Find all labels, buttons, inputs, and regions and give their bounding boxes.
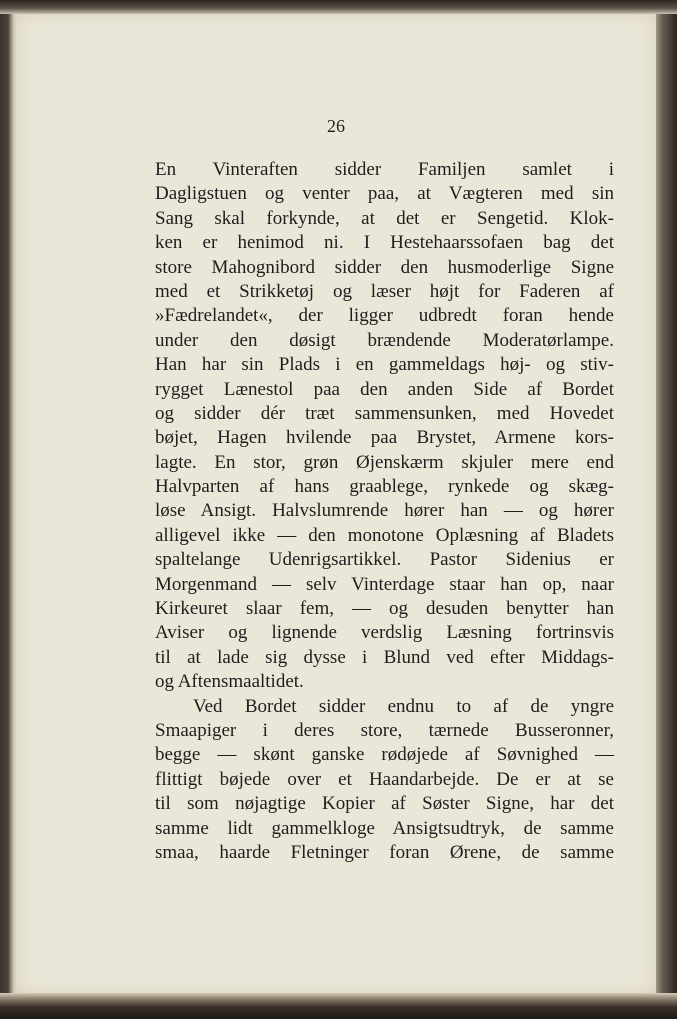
text-line: løse Ansigt. Halvslumrende hører han — og hører: [155, 500, 614, 522]
text-line: Sang skal forkynde, at det er Sengetid. Klok-: [155, 207, 614, 229]
text-line: til at lade sig dysse i Blund ved efter Middags-: [155, 646, 614, 668]
page-sheet: [16, 14, 656, 994]
text-line: flittigt bøjede over et Haandarbejde. De er at se: [155, 768, 614, 790]
text-line: til som nøjagtige Kopier af Søster Signe, har det: [155, 793, 614, 815]
text-line: begge — skønt ganske rødøjede af Søvnighed —: [155, 744, 614, 766]
text-line: Smaapiger i deres store, tærnede Busseronner,: [155, 719, 614, 741]
text-line: Halvparten af hans graablege, rynkede og skæg-: [155, 476, 614, 498]
text-line: bøjet, Hagen hvilende paa Brystet, Armene kors-: [155, 427, 614, 449]
text-line: Han har sin Plads i en gammeldags høj- og stiv-: [155, 354, 614, 376]
text-line: rygget Lænestol paa den anden Side af Bordet: [155, 378, 614, 400]
text-line: En Vinteraften sidder Familjen samlet i: [155, 159, 614, 180]
text-line: Aviser og lignende verdslig Læsning fortrinsvis: [155, 622, 614, 644]
text-line: store Mahognibord sidder den husmoderlige Signe: [155, 256, 614, 278]
text-line: Morgenmand — selv Vinterdage staar han op, naar: [155, 573, 614, 595]
text-line: Kirkeuret slaar fem, — og desuden benytter han: [155, 598, 614, 620]
text-line: alligevel ikke — den monotone Oplæsning af Bladets: [155, 524, 614, 546]
text-line: Dagligstuen og venter paa, at Vægteren med sin: [155, 183, 614, 205]
text-line: og Aftensmaaltidet.: [155, 671, 304, 693]
page-number: 26: [327, 116, 345, 136]
body-text: [155, 158, 614, 865]
text-line: smaa, haarde Fletninger foran Ørene, de samme: [155, 841, 614, 863]
text-line: ken er henimod ni. I Hestehaarssofaen bag det: [155, 232, 614, 254]
text-line: samme lidt gammelkloge Ansigtsudtryk, de samme: [155, 817, 614, 839]
text-line: under den døsigt brændende Moderatørlampe.: [155, 329, 614, 351]
text-line: med et Strikketøj og læser højt for Faderen af: [155, 280, 614, 302]
text-line: Ved Bordet sidder endnu to af de yngre: [193, 695, 614, 717]
text-line: og sidder dér træt sammensunken, med Hovedet: [155, 402, 614, 424]
text-line: »Fædrelandet«, der ligger udbredt foran hende: [155, 305, 614, 327]
text-line: lagte. En stor, grøn Øjenskærm skjuler mere end: [155, 451, 614, 473]
book-top-edge: [0, 0, 677, 14]
book-bottom-edge: [0, 993, 677, 1019]
text-line: spaltelange Udenrigsartikkel. Pastor Sidenius er: [155, 549, 614, 571]
